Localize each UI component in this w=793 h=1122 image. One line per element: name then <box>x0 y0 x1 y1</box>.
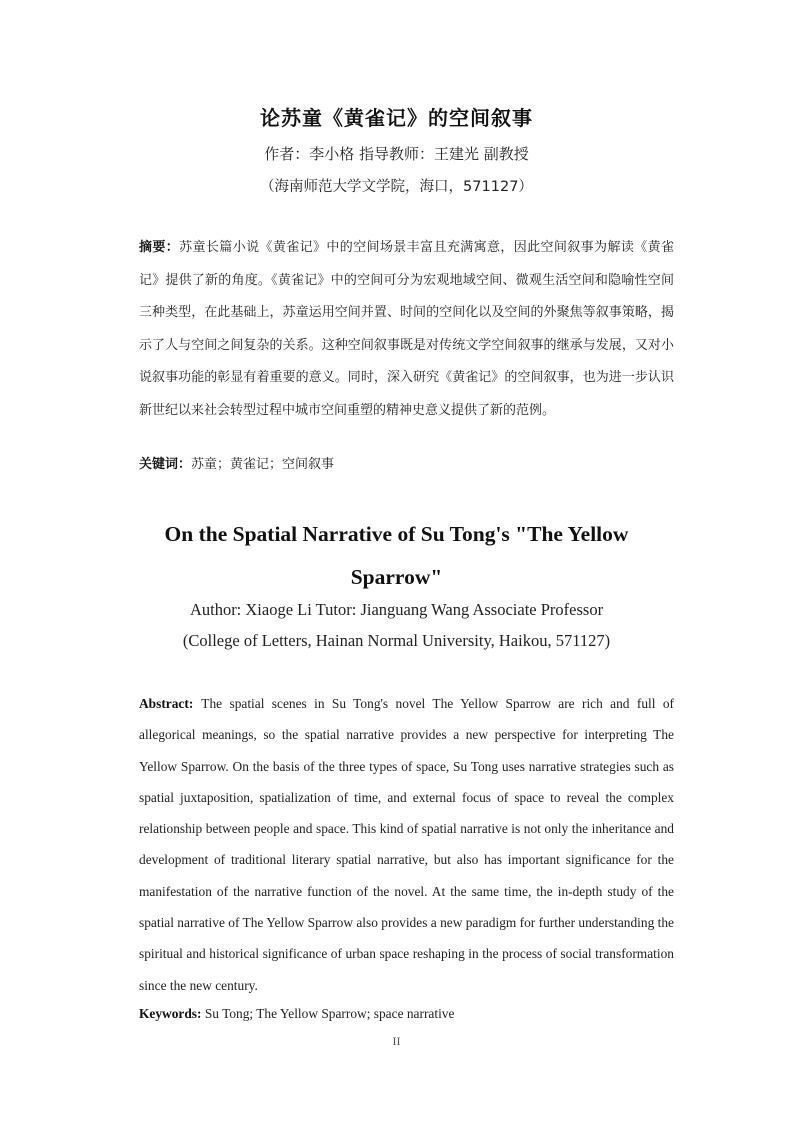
chinese-keywords-text: 苏童；黄雀记；空间叙事 <box>191 457 335 472</box>
chinese-abstract-text: 苏童长篇小说《黄雀记》中的空间场景丰富且充满寓意，因此空间叙事为解读《黄雀记》提供了新的角度。《黄雀记》中的空间可分为宏观地域空间、微观生活空间和隐喻性空间三种类型，在此基础上，苏童运用空间并置、时间的空间化以及空间的外聚焦等叙事策略，揭示了人与空间之间复杂的关系。这种空间叙事既是对传统文学空间叙事的继承与发展，又对小说叙事功能的彰显有着重要的意义。同时，深入研究《黄雀记》的空间叙事，也为进一步认识新世纪以来社会转型过程中城市空间重塑的精神史意义提供了新的范例。 <box>139 240 674 418</box>
chinese-abstract-label: 摘要： <box>139 240 180 255</box>
english-keywords-label: Keywords: <box>139 1006 202 1021</box>
chinese-abstract <box>139 232 674 427</box>
english-author-line: Author: Xiaoge Li Tutor: Jianguang Wang Associate Professor <box>189 600 604 619</box>
chinese-affiliation: （海南师范大学文学院，海口，571127） <box>260 179 533 195</box>
english-keywords-text: Su Tong; The Yellow Sparrow; space narrative <box>204 1006 455 1021</box>
english-abstract-label: Abstract: <box>139 696 194 711</box>
english-abstract <box>139 688 674 1001</box>
page-number: II <box>392 1034 401 1048</box>
chinese-author-line: 作者：李小格 指导教师：王建光 副教授 <box>264 145 529 163</box>
english-keywords <box>139 1006 674 1022</box>
english-title: On the Spatial Narrative of Su Tong's "The Yellow Sparrow" <box>164 522 629 589</box>
english-abstract-text: The spatial scenes in Su Tong's novel The Yellow Sparrow are rich and full of allegorical meanings, so the spatial narrative provides a new perspective for interpreting The Yellow Sparrow. On the basis of the three types of space, Su Tong uses narrative strategies such as spatial juxtaposition, spatialization of time, and external focus of space to reveal the complex relationship between people and space. This kind of spatial narrative is not only the inheritance and development of traditional literary spatial narrative, but also has important significance for the manifestation of the narrative function of the novel. At the same time, the in-depth study of the spatial narrative of The Yellow Sparrow also provides a new paradigm for further understanding the spiritual and historical significance of urban space reshaping in the process of social transformation since the new century. <box>139 696 674 993</box>
chinese-title: 论苏童《黄雀记》的空间叙事 <box>260 106 533 130</box>
english-affiliation: (College of Letters, Hainan Normal University, Haikou, 571127) <box>182 631 611 650</box>
chinese-keywords-label: 关键词： <box>139 457 192 472</box>
chinese-keywords <box>139 453 674 472</box>
